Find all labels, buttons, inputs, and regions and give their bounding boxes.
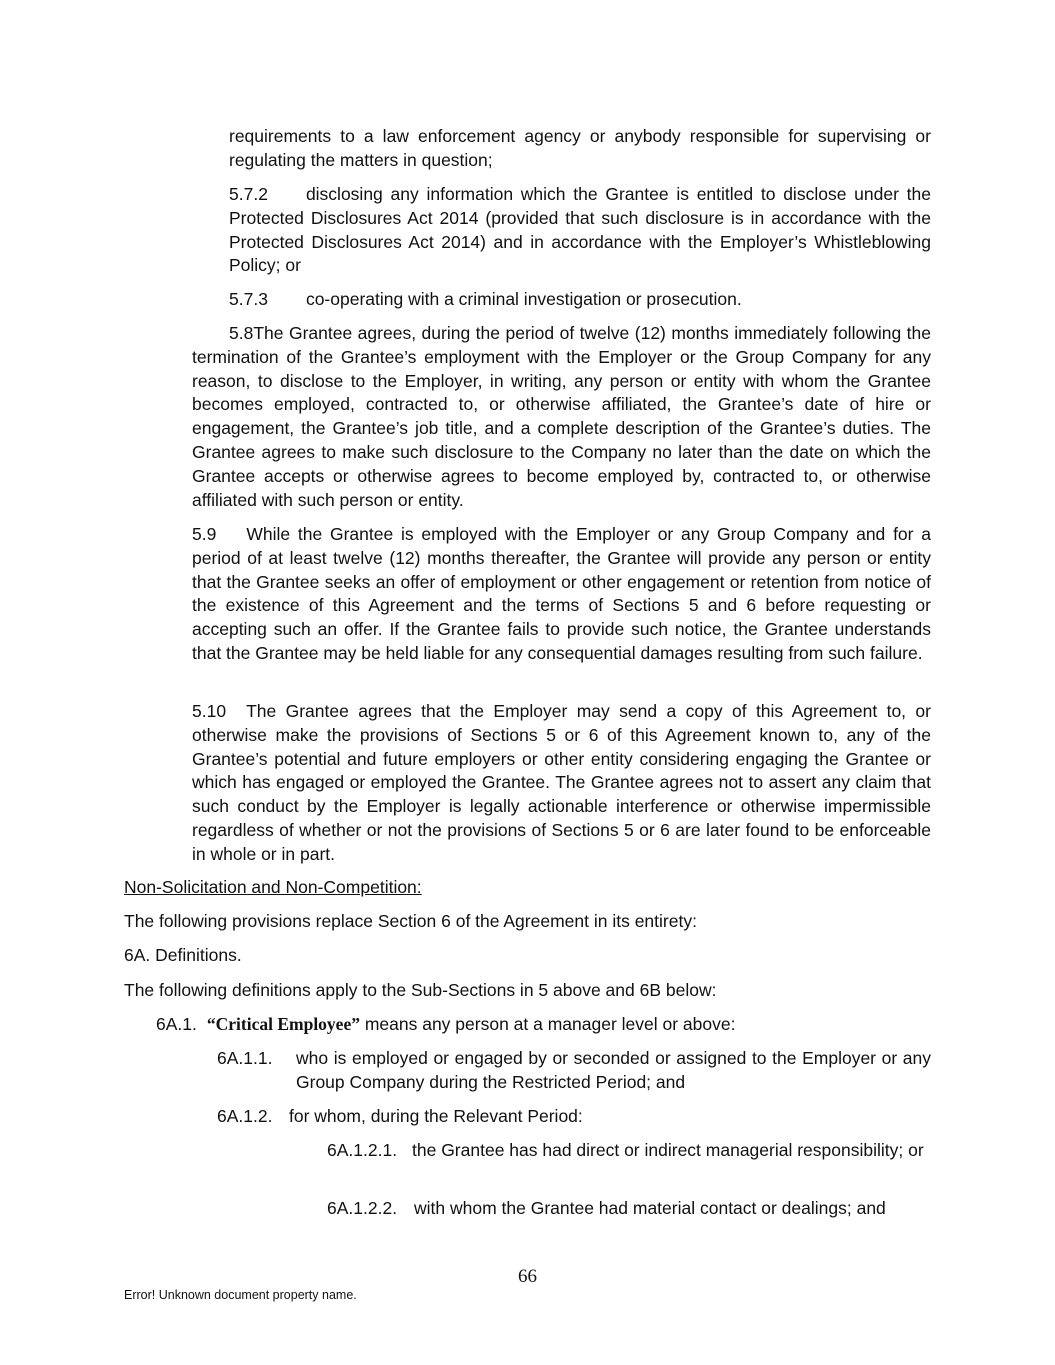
clause-number: 5.9: [192, 524, 217, 544]
clause-number: 5.7.3: [229, 289, 268, 309]
definition-number: 6A.1.2.1.: [327, 1140, 398, 1160]
footer-error-message: Unknown document property name.: [155, 1288, 357, 1302]
clause-number: 5.7.2: [229, 184, 268, 204]
clause-5-10: [192, 700, 931, 867]
footer-property-error: [124, 1288, 357, 1302]
definition-text: for whom, during the Relevant Period:: [289, 1106, 583, 1126]
definition-text: means any person at a manager level or above:: [359, 1014, 736, 1034]
clause-5-7-2: [229, 183, 931, 278]
clause-number: 5.10: [192, 701, 227, 721]
definition-number: 6A.1.2.2.: [327, 1198, 398, 1218]
definition-text: with whom the Grantee had material contact or dealings; and: [414, 1198, 886, 1218]
clause-text: The Grantee agrees, during the period of twelve (12) months immediately following the termination of the Grantee’s employment with the Employer or the Group Company for any reason, to disclose to the Employer, in writing, any person or entity with whom the Grantee becomes employed, contracted to, or otherwise affiliated, the Grantee’s date of hire or engagement, the Grantee’s job title, and a complete description of the Grantee’s duties. The Grantee agrees to make such disclosure to the Company no later than the date on which the Grantee accepts or otherwise agrees to become employed by, contracted to, or otherwise affiliated with such person or entity.: [192, 323, 931, 510]
definition-6a-1-2: [217, 1105, 931, 1129]
definition-number: 6A.1.: [156, 1014, 197, 1034]
clause-text: While the Grantee is employed with the Employer or any Group Company and for a period of at least twelve (12) months thereafter, the Grantee will provide any person or entity that the Grantee seeks an offer of employment or other engagement or retention from notice of the existence of this Agreement and the terms of Sections 5 and 6 before requesting or accepting such an offer. If the Grantee fails to provide such notice, the Grantee understands that the Grantee may be held liable for any consequential damages resulting from such failure.: [192, 524, 931, 663]
clause-text: disclosing any information which the Grantee is entitled to disclose under the Protected Disclosures Act 2014 (provided that such disclosure is in accordance with the Protected Disclosures Act 2014) and in accordance with the Employer’s Whistleblowing Policy; or: [229, 184, 931, 276]
clause-number: 5.8: [229, 323, 254, 343]
definition-6a-1-1: [217, 1047, 931, 1095]
footer-error-label: Error!: [124, 1288, 156, 1302]
clause-text: co-operating with a criminal investigation or prosecution.: [305, 289, 742, 309]
definitions-heading: 6A. Definitions.: [124, 945, 242, 965]
definition-number: 6A.1.2.: [217, 1106, 273, 1126]
definition-6a-1-2-1: [327, 1139, 931, 1163]
definition-6a-1-2-2: [327, 1197, 931, 1221]
definition-number: 6A.1.1.: [217, 1048, 273, 1068]
defined-term: “Critical Employee”: [206, 1014, 360, 1034]
page-number: 66: [518, 1266, 537, 1287]
replace-statement: The following provisions replace Section 6 of the Agreement in its entirety:: [124, 911, 697, 931]
definition-6a-1: [156, 1013, 931, 1037]
clause-5-8: [192, 322, 931, 512]
definition-text: who is employed or engaged by or seconded or assigned to the Employer or any Group Company during the Restricted Period; and: [296, 1048, 931, 1092]
clause-5-9: [192, 523, 931, 666]
section-heading-non-solicitation: Non-Solicitation and Non-Competition:: [124, 877, 422, 897]
clause-text: The Grantee agrees that the Employer may send a copy of this Agreement to, or otherwise make the provisions of Sections 5 or 6 of this Agreement known to, any of the Grantee’s potential and future employers or other entity considering engaging the Grantee or which has engaged or employed the Grantee. The Grantee agrees not to assert any claim that such conduct by the Employer is legally actionable interference or otherwise impermissible regardless of whether or not the provisions of Sections 5 or 6 are later found to be enforceable in whole or in part.: [192, 701, 931, 864]
definitions-intro: The following definitions apply to the Sub-Sections in 5 above and 6B below:: [124, 980, 717, 1000]
paragraph-requirements: requirements to a law enforcement agency or anybody responsible for supervising or regulating the matters in question;: [229, 126, 931, 170]
definition-text: the Grantee has had direct or indirect managerial responsibility; or: [412, 1140, 924, 1160]
clause-5-7-3: [229, 288, 931, 312]
